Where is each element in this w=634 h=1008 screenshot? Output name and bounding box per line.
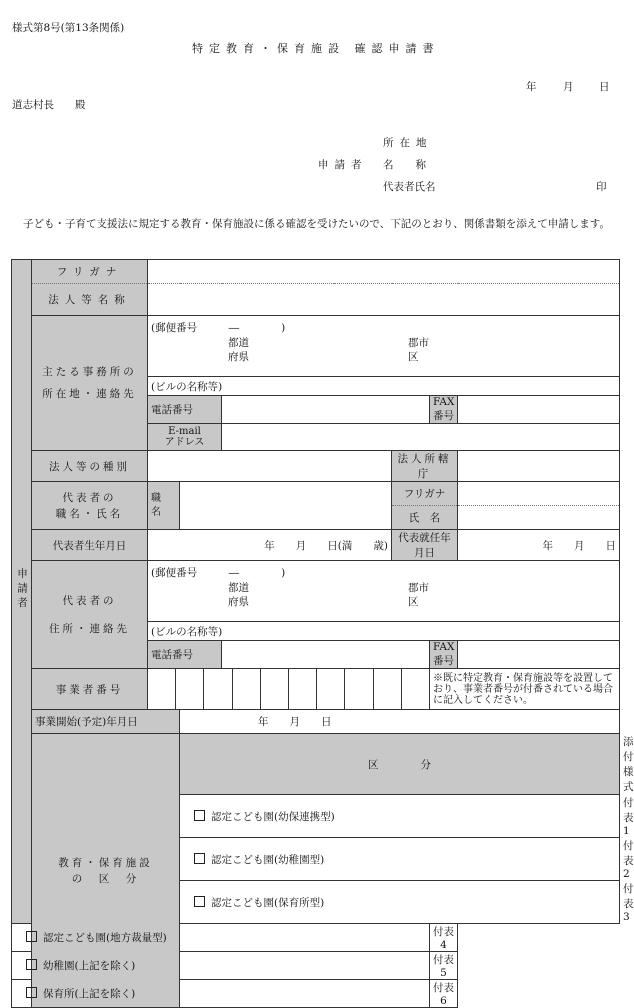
rep-title-label: 代表者の 職名・氏名 [32,482,148,530]
office-address-label: 主たる事務所の 所在地・連絡先 [32,316,148,451]
attach-form: 付表5 [430,952,458,980]
attach-form: 付表4 [430,924,458,952]
intro-text: 子ども・子育て支援法に規定する教育・保育施設に係る確認を受けたいので、下記のとおり、関係書類を添えて申請します。 [23,218,610,230]
page-title: 特定教育・保育施設 確認申請書 [192,42,440,55]
rep-title-field[interactable] [180,482,392,530]
rep-furigana-label: フリガナ [392,482,458,506]
rep-fax-label: FAX番号 [430,641,458,669]
checkbox-icon[interactable] [194,810,205,821]
form-number: 様式第8号(第13条関係) [12,22,125,34]
corp-type-field[interactable] [148,451,392,482]
rep-name-label: 氏 名 [392,506,458,530]
corp-name-label: 法人等名称 [32,284,148,316]
furigana-field[interactable] [148,260,620,284]
seal-mark: 印 [596,181,607,193]
applicant-name-label: 名称 [383,159,448,171]
email-label: E-mail アドレス [148,424,222,451]
corp-name-field[interactable] [148,284,620,316]
date-day: 日 [599,81,610,93]
start-date-label: 事業開始(予定)年月日 [32,710,180,734]
checkbox-icon[interactable] [26,931,37,942]
checkbox-icon[interactable] [26,959,37,970]
furigana-label: フリガナ [32,260,148,284]
rep-address-field[interactable]: (郵便番号 ― ) 都道 府県 郡市 区 [148,561,620,622]
email-field[interactable] [222,424,620,451]
start-date-field[interactable]: 年 月 日 [180,710,620,734]
applicant-address-label: 所在地 [383,137,433,149]
attach-form: 付表6 [430,980,458,1008]
category-option[interactable]: 幼稚園(上記を除く) [12,952,430,980]
rep-address-label: 代表者の 住所・連絡先 [32,561,148,669]
date-month: 月 [563,81,574,93]
shoku-label: 職 名 [148,482,180,530]
category-option[interactable]: 認定こども園(幼保連携型) [180,795,620,838]
category-option[interactable]: 認定こども園(保育所型) [180,881,620,924]
category-option[interactable]: 認定こども園(幼稚園型) [180,838,620,881]
applicant-rep-label: 代表者氏名 [383,181,436,193]
rep-tel-label: 電話番号 [148,641,222,669]
checkbox-icon[interactable] [26,987,37,998]
date-year: 年 [526,81,537,93]
rep-name-field[interactable] [458,506,620,530]
office-fax-label: FAX番号 [430,396,458,424]
kubun-header: 区 分 [180,734,620,795]
rep-tel-field[interactable] [222,641,430,669]
birth-label: 代表者生年月日 [32,530,148,561]
office-fax-field[interactable] [458,396,620,424]
biz-no-label: 事業者番号 [32,669,148,710]
office-tel-label: 電話番号 [148,396,222,424]
rep-furigana-field[interactable] [458,482,620,506]
category-label: 教育・保育施設 の 区 分 [32,734,180,1008]
office-building-field[interactable]: (ビルの名称等) [148,377,620,396]
rep-building-field[interactable]: (ビルの名称等) [148,622,620,641]
rep-fax-field[interactable] [458,641,620,669]
checkbox-icon[interactable] [194,896,205,907]
office-tel-field[interactable] [222,396,430,424]
appointed-label: 代表就任年月日 [392,530,458,561]
corp-office-label: 法人所轄庁 [392,451,458,482]
biz-no-note: ※既に特定教育・保育施設等を設置しており、事業者番号が付番されている場合に記入してください。 [430,669,620,710]
application-form-table: 申請者 フリガナ 法人等名称 主たる事務所の 所在地・連絡先 (郵便番号 ― ) 都道 府県 郡市 区 (ビルの名称等) 電話番号 FAX番号 E-mail アドレス 法人等の種別 法人所轄庁 代表者の 職名・氏名 職 名 フリガナ 氏 名 代表者生年月日 年 月 日(満 歳) 代表就任年月日 年 月 日 代表者の 住所・連絡先 (郵便番号 ― ) 都道 府県 郡市 区 (ビルの名称等) 電話番号 FAX番号 事業者番号 ※既に特定教育・保育施設等を設置しており、事業者番号が付番されている場合に記入してください。 事業開始(予定)年月日 年 月 日 教育・保育施設 の 区 分 区 分 添付様式 認定こども園(幼保連携型) 付表1 認定こども園(幼稚園型) 付表2 認定こども園(保育所型) 付表3 認定こども園(地方裁量型) 付表4 幼稚園(上記を除く) 付表5 保育所(上記を除く) 付表6 [11,259,620,1008]
birth-field[interactable]: 年 月 日(満 歳) [148,530,392,561]
checkbox-icon[interactable] [194,853,205,864]
addressee: 道志村長 殿 [12,99,86,111]
category-option[interactable]: 保育所(上記を除く) [12,980,430,1008]
biz-no-field[interactable] [148,669,430,710]
applicant-label: 申請者 [318,159,368,171]
category-option[interactable]: 認定こども園(地方裁量型) [12,924,430,952]
office-address-field[interactable]: (郵便番号 ― ) 都道 府県 郡市 区 [148,316,620,377]
applicant-side-label: 申請者 [12,260,32,924]
appointed-field[interactable]: 年 月 日 [458,530,620,561]
corp-type-label: 法人等の種別 [32,451,148,482]
corp-office-field[interactable] [458,451,620,482]
